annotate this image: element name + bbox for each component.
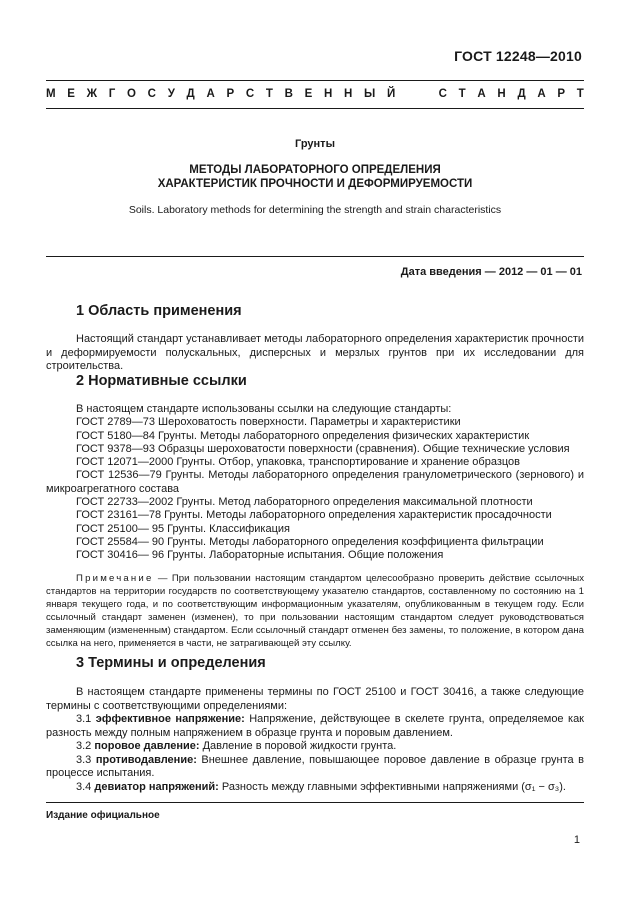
standard-type-letter: Г — [108, 88, 116, 100]
term-text: Давление в поровой жидкости грунта. — [199, 740, 397, 752]
standard-type-letter: Н — [323, 88, 333, 100]
term-text: Внешнее давление, повышающее поровое давление в образце грунта в процессе испытания. — [46, 753, 585, 779]
standard-type-letter: Т — [576, 88, 584, 100]
references-intro: В настоящем стандарте использованы ссылки на следующие стандарты: — [76, 403, 452, 415]
standard-type-letter: Е — [304, 88, 313, 100]
terms-list — [46, 713, 584, 794]
standard-type-letter: Д — [517, 88, 526, 100]
standard-type-letter: С — [245, 88, 255, 100]
note-label: Примечание — [76, 573, 154, 584]
standard-type-letter: С — [438, 88, 447, 100]
english-title: Soils. Laboratory methods for determining the strength and strain characteristics — [128, 204, 502, 216]
standard-type-letter: Р — [226, 88, 235, 100]
section-1-text: Настоящий стандарт устанавливает методы лабораторного определения характеристик прочности и деформируемости полускальных, дисперсных и мерзлых грунтов при их исследовании для строительства. — [46, 333, 584, 372]
term-definition — [46, 740, 584, 754]
section-3-title: 3 Термины и определения — [76, 655, 266, 671]
date-rule — [46, 256, 584, 257]
standard-type-letter: Т — [458, 88, 466, 100]
footer-rule — [46, 802, 584, 803]
term-number: 3.4 — [76, 780, 92, 793]
standard-type-letter: М — [46, 88, 56, 100]
standard-type-letter: Ж — [86, 88, 98, 100]
reference-item: ГОСТ 2789—73 Шероховатость поверхности. Параметры и характеристики — [76, 416, 461, 429]
title-line-2: ХАРАКТЕРИСТИК ПРОЧНОСТИ И ДЕФОРМИРУЕМОСТИ — [157, 178, 473, 190]
section-1-title: 1 Область применения — [76, 303, 242, 319]
reference-item: ГОСТ 22733—2002 Грунты. Метод лабораторного определения максимальной плотности — [76, 496, 533, 509]
term-number: 3.2 — [76, 740, 92, 752]
header-rule — [46, 108, 584, 109]
term-name: эффективное напряжение: — [95, 713, 245, 725]
references-note — [46, 572, 584, 650]
standard-type-letter — [407, 88, 427, 100]
term-name: противодавление: — [95, 753, 197, 766]
standard-type-letter: В — [284, 88, 293, 100]
term-definition — [46, 781, 584, 795]
reference-item: ГОСТ 12536—79 Грунты. Методы лабораторного определения гранулометрического (зернового) и микроагрегатного состава — [46, 469, 584, 495]
standard-type-letter: Ы — [364, 88, 376, 100]
reference-item: ГОСТ 5180—84 Грунты. Методы лабораторного определения физических характеристик — [76, 429, 530, 442]
standard-type-letter: А — [206, 88, 215, 100]
reference-item: ГОСТ 30416— 96 Грунты. Лабораторные испытания. Общие положения — [76, 549, 444, 562]
standard-type-letter: Т — [265, 88, 273, 100]
section-3-intro: В настоящем стандарте применены термины по ГОСТ 25100 и ГОСТ 30416, а также следующие термины с соответствующими определениями: — [46, 686, 584, 712]
standard-type-letter: Д — [186, 88, 195, 100]
standard-type-letter: У — [167, 88, 175, 100]
standard-type-letter: Р — [557, 88, 566, 100]
reference-item: ГОСТ 9378—93 Образцы шероховатости поверхности (сравнения). Общие технические условия — [76, 442, 570, 455]
term-name: девиатор напряжений: — [94, 780, 219, 793]
reference-item: ГОСТ 23161—78 Грунты. Методы лабораторного определения характеристик просадочности — [76, 509, 552, 522]
top-rule — [46, 80, 584, 81]
reference-item: ГОСТ 25100— 95 Грунты. Классификация — [76, 522, 291, 535]
section-2-title: 2 Нормативные ссылки — [76, 373, 247, 389]
reference-item: ГОСТ 25584— 90 Грунты. Методы лабораторного определения коэффициента фильтрации — [76, 535, 544, 548]
introduction-date: Дата введения — 2012 — 01 — 01 — [400, 266, 582, 278]
standard-type-letter: Й — [386, 88, 396, 100]
title-line-1: МЕТОДЫ ЛАБОРАТОРНОГО ОПРЕДЕЛЕНИЯ — [189, 164, 441, 176]
term-text: Разность между главными эффективными напряжениями (σ₁ − σ₃). — [218, 780, 566, 793]
standard-type-letter: Н — [344, 88, 353, 100]
term-name: поровое давление: — [94, 740, 200, 752]
standard-type-letter: А — [537, 88, 546, 100]
term-definition — [46, 713, 584, 740]
edition-label: Издание официальное — [46, 810, 160, 821]
term-number: 3.3 — [76, 753, 92, 766]
gost-identifier: ГОСТ 12248—2010 — [454, 48, 582, 64]
standard-type-letter: Н — [497, 88, 506, 100]
reference-item: ГОСТ 12071—2000 Грунты. Отбор, упаковка, транспортирование и хранение образцов — [76, 456, 521, 469]
standard-type-line — [46, 88, 584, 100]
page-number: 1 — [573, 834, 580, 846]
standard-type-letter: А — [477, 88, 486, 100]
standard-type-letter: Е — [67, 88, 75, 100]
note-text: — При пользовании настоящим стандартом целесообразно проверить действие ссылочных стандартов на территории государств по соответствующему указателю стандартов, составленному по состоянию на 1 января текущего года, и по соответствующим информационным указателям, опубликованным в текущем году. Если ссылочный стандарт заменен (изменен), то при пользовании настоящим стандартом следует руководствоваться заменяющим (измененным) стандартом. Если ссылочный стандарт отменен без замены, то положение, в котором дана ссылка на него, применяется в части, не затрагивающей эту ссылку. — [46, 573, 585, 649]
standard-type-letter: С — [147, 88, 156, 100]
subject-heading: Грунты — [295, 138, 335, 150]
term-text: Напряжение, действующее в скелете грунта, определяемое как разность между полным напряжением в образце грунта и поровым давлением. — [46, 713, 584, 739]
term-definition — [46, 754, 584, 781]
term-number: 3.1 — [76, 713, 92, 725]
standard-type-letter: О — [127, 88, 136, 100]
normative-references-list — [46, 403, 584, 563]
